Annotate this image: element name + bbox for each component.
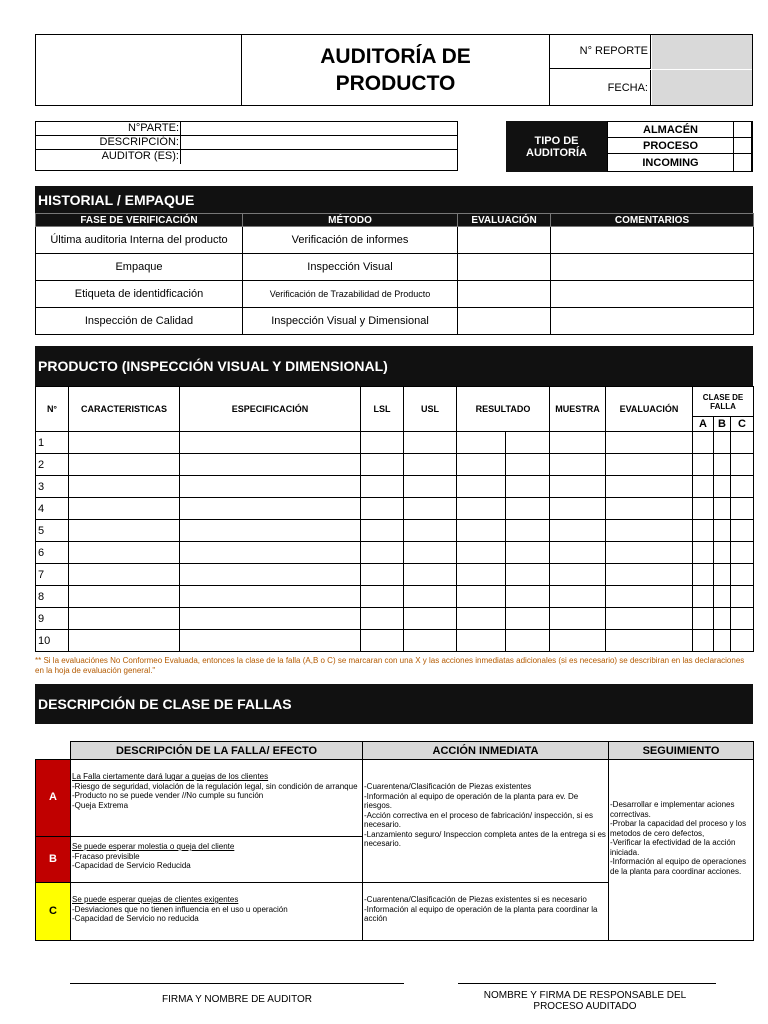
falla-a-heading: La Falla ciertamente dará lugar a quejas de los clientes (72, 772, 269, 781)
page-title (242, 34, 550, 106)
responsable-signature-label (440, 990, 730, 1012)
resultado-cell-1[interactable] (457, 454, 506, 476)
descripcion-label: DESCRIPCIÓN: (99, 136, 179, 148)
resultado-cell-2[interactable] (506, 608, 550, 630)
fase-cell: Inspección de Calidad (36, 308, 243, 335)
tipo-line-2: AUDITORÍA (526, 146, 587, 159)
tipo-almacen-checkbox[interactable] (734, 122, 752, 137)
clase-a-cell[interactable] (693, 498, 714, 520)
lsl-cell[interactable] (361, 564, 404, 586)
usl-cell[interactable] (404, 498, 457, 520)
comentarios-cell[interactable] (551, 227, 754, 254)
resultado-cell-1[interactable] (457, 498, 506, 520)
reporte-field[interactable] (652, 35, 752, 69)
muestra-cell[interactable] (550, 586, 606, 608)
table-row (36, 608, 754, 630)
descripcion-field[interactable] (180, 136, 457, 149)
accion-item: -Información al equipo de operación de la planta para coordinar la acción (364, 904, 598, 923)
clase-b-cell[interactable] (714, 498, 731, 520)
muestra-cell[interactable] (550, 498, 606, 520)
clase-b-cell[interactable] (714, 454, 731, 476)
info-box (35, 121, 458, 171)
tipo-proceso-checkbox[interactable] (734, 138, 752, 153)
table-row (36, 281, 754, 308)
clase-a-cell[interactable] (693, 454, 714, 476)
reporte-label: N° REPORTE (550, 34, 651, 69)
evaluacion-cell[interactable] (606, 630, 693, 652)
falla-a-item: -Queja Extrema (72, 800, 129, 810)
clase-c-cell[interactable] (731, 520, 754, 542)
clase-b-cell[interactable] (714, 520, 731, 542)
responsable-line-2: PROCESO AUDITADO (533, 1001, 637, 1012)
lsl-cell[interactable] (361, 542, 404, 564)
clase-a-cell[interactable] (693, 586, 714, 608)
responsable-signature-line[interactable] (458, 983, 716, 984)
caracteristica-cell[interactable] (69, 608, 180, 630)
resultado-cell-1[interactable] (457, 520, 506, 542)
seguimiento-item: -Probar la capacidad del proceso y los metodos de cero defectos, (610, 819, 747, 838)
col-especificacion: ESPECIFICACIÓN (180, 387, 361, 432)
clase-c-cell[interactable] (731, 586, 754, 608)
col-clase-a: A (693, 417, 714, 432)
clase-b-cell[interactable] (714, 586, 731, 608)
muestra-cell[interactable] (550, 432, 606, 454)
clase-c-cell[interactable] (731, 498, 754, 520)
clase-a-cell[interactable] (693, 564, 714, 586)
clase-c-cell[interactable] (731, 542, 754, 564)
tipo-line-1: TIPO DE (534, 134, 579, 147)
especificacion-cell[interactable] (180, 608, 361, 630)
accion-item: -Acción correctiva en el proceso de fabricación/ inspección, si es necesario. (364, 810, 593, 829)
col-metodo: MÉTODO (243, 214, 458, 227)
lsl-cell[interactable] (361, 476, 404, 498)
muestra-cell[interactable] (550, 476, 606, 498)
lsl-cell[interactable] (361, 630, 404, 652)
falla-c-item: -Capacidad de Servicio no reducida (72, 914, 199, 923)
caracteristica-cell[interactable] (69, 454, 180, 476)
resultado-cell-1[interactable] (457, 432, 506, 454)
falla-c-heading: Se puede esperar quejas de clientes exigentes (72, 895, 239, 904)
clase-b-cell[interactable] (714, 564, 731, 586)
evaluacion-cell[interactable] (606, 432, 693, 454)
resultado-cell-1[interactable] (457, 630, 506, 652)
accion-c (363, 883, 609, 941)
table-row (36, 498, 754, 520)
row-number: 5 (36, 520, 69, 542)
seguimiento (609, 760, 754, 941)
row-number: 8 (36, 586, 69, 608)
clase-c-cell[interactable] (731, 454, 754, 476)
clase-c-cell[interactable] (731, 432, 754, 454)
fallas-title: DESCRIPCIÓN DE CLASE DE FALLAS (35, 684, 753, 724)
usl-cell[interactable] (404, 542, 457, 564)
clase-a-cell[interactable] (693, 630, 714, 652)
usl-cell[interactable] (404, 454, 457, 476)
caracteristica-cell[interactable] (69, 498, 180, 520)
clase-a-cell[interactable] (693, 542, 714, 564)
seguimiento-item: -Información al equipo de operaciones de la planta para coordinar acciones. (610, 857, 747, 876)
clase-b-cell[interactable] (714, 630, 731, 652)
accion-item: -Información al equipo de operación de la planta para ev. De riesgos. (364, 791, 579, 810)
falla-c-item: -Desviaciones que no tienen influencia en el uso u operación (72, 904, 288, 914)
class-b-badge: B (36, 837, 71, 883)
usl-cell[interactable] (404, 630, 457, 652)
col-descripcion: DESCRIPCIÓN DE LA FALLA/ EFECTO (71, 742, 363, 760)
col-fase: FASE DE VERIFICACIÓN (36, 214, 243, 227)
lsl-cell[interactable] (361, 586, 404, 608)
evaluacion-cell[interactable] (606, 520, 693, 542)
lsl-cell[interactable] (361, 608, 404, 630)
falla-b-item: -Capacidad de Servicio Reducida (72, 861, 191, 870)
resultado-cell-2[interactable] (506, 476, 550, 498)
clase-c-cell[interactable] (731, 476, 754, 498)
resultado-cell-2[interactable] (506, 586, 550, 608)
fecha-label: FECHA: (550, 70, 651, 106)
col-resultado: RESULTADO (457, 387, 550, 432)
table-row (36, 454, 754, 476)
lsl-cell[interactable] (361, 498, 404, 520)
falla-a-item: -Riesgo de seguridad, violación de la regulación legal, sin condición de arranque (72, 781, 358, 791)
evaluacion-cell[interactable] (458, 227, 551, 254)
muestra-cell[interactable] (550, 630, 606, 652)
evaluacion-cell[interactable] (458, 308, 551, 335)
resultado-cell-2[interactable] (506, 564, 550, 586)
row-number: 3 (36, 476, 69, 498)
evaluacion-cell[interactable] (606, 586, 693, 608)
especificacion-cell[interactable] (180, 542, 361, 564)
col-clase-b: B (714, 417, 731, 432)
clase-a-cell[interactable] (693, 608, 714, 630)
tipo-proceso-label: PROCESO (608, 138, 734, 153)
evaluacion-cell[interactable] (458, 281, 551, 308)
class-c-badge: C (36, 883, 71, 941)
evaluacion-cell[interactable] (458, 254, 551, 281)
producto-title: PRODUCTO (INSPECCIÓN VISUAL Y DIMENSIONAL) (35, 346, 753, 386)
table-row (36, 227, 754, 254)
fase-cell: Empaque (36, 254, 243, 281)
row-number: 1 (36, 432, 69, 454)
clase-a-cell[interactable] (693, 520, 714, 542)
resultado-cell-2[interactable] (506, 542, 550, 564)
caracteristica-cell[interactable] (69, 564, 180, 586)
clase-a-cell[interactable] (693, 476, 714, 498)
muestra-cell[interactable] (550, 564, 606, 586)
table-row (36, 586, 754, 608)
comentarios-cell[interactable] (551, 281, 754, 308)
col-seguimiento: SEGUIMIENTO (609, 742, 754, 760)
row-number: 10 (36, 630, 69, 652)
clase-b-cell[interactable] (714, 476, 731, 498)
col-caracteristicas: CARACTERISTICAS (69, 387, 180, 432)
producto-note: ** Si la evaluaciónes No Conformeo Evaluada, entonces la clase de la falla (A,B o C) se marcaran con una X y las acciones inmediatas adicionales (si es necesario) se describiran en las declaraciones en la hoja de evaluación general." (35, 656, 745, 675)
col-lsl: LSL (361, 387, 404, 432)
table-row (36, 254, 754, 281)
resultado-cell-2[interactable] (506, 520, 550, 542)
especificacion-cell[interactable] (180, 432, 361, 454)
clase-c-cell[interactable] (731, 564, 754, 586)
auditor-label: AUDITOR (ES): (101, 150, 179, 162)
table-row (36, 432, 754, 454)
col-clase-falla (693, 387, 754, 417)
usl-cell[interactable] (404, 608, 457, 630)
caracteristica-cell[interactable] (69, 476, 180, 498)
table-row (36, 542, 754, 564)
producto-table (35, 386, 754, 652)
especificacion-cell[interactable] (180, 586, 361, 608)
evaluacion-cell[interactable] (606, 454, 693, 476)
fecha-field[interactable] (652, 70, 752, 105)
evaluacion-cell[interactable] (606, 564, 693, 586)
caracteristica-cell[interactable] (69, 586, 180, 608)
clase-b-cell[interactable] (714, 432, 731, 454)
caracteristica-cell[interactable] (69, 542, 180, 564)
lsl-cell[interactable] (361, 454, 404, 476)
row-number: 2 (36, 454, 69, 476)
clase-line-1: CLASE DE (702, 392, 744, 402)
tipo-incoming-checkbox[interactable] (734, 154, 752, 171)
row-number: 6 (36, 542, 69, 564)
muestra-cell[interactable] (550, 608, 606, 630)
tipo-almacen-label: ALMACÉN (608, 122, 734, 137)
resultado-cell-2[interactable] (506, 454, 550, 476)
metodo-cell: Verificación de informes (243, 227, 458, 254)
fallas-table (35, 741, 754, 941)
table-row (36, 476, 754, 498)
especificacion-cell[interactable] (180, 520, 361, 542)
row-number: 4 (36, 498, 69, 520)
accion-item: -Cuarentena/Clasificación de Piezas existentes (364, 782, 532, 791)
col-evaluacion: EVALUACIÓN (458, 214, 551, 227)
accion-item: -Cuarentena/Clasificación de Piezas existentes si es necesario (364, 895, 587, 904)
resultado-cell-1[interactable] (457, 542, 506, 564)
clase-c-cell[interactable] (731, 608, 754, 630)
auditor-field[interactable] (180, 150, 457, 164)
metodo-cell: Inspección Visual (243, 254, 458, 281)
tipo-incoming-label: INCOMING (608, 154, 734, 171)
clase-line-2: FALLA (710, 401, 736, 411)
resultado-cell-2[interactable] (506, 498, 550, 520)
evaluacion-cell[interactable] (606, 542, 693, 564)
falla-a-description (71, 760, 363, 837)
caracteristica-cell[interactable] (69, 630, 180, 652)
title-line-2: PRODUCTO (335, 72, 456, 95)
usl-cell[interactable] (404, 476, 457, 498)
usl-cell[interactable] (404, 586, 457, 608)
row-number: 7 (36, 564, 69, 586)
auditor-signature-line[interactable] (70, 983, 404, 984)
usl-cell[interactable] (404, 520, 457, 542)
especificacion-cell[interactable] (180, 476, 361, 498)
comentarios-cell[interactable] (551, 254, 754, 281)
lsl-cell[interactable] (361, 520, 404, 542)
historial-table (35, 213, 754, 335)
muestra-cell[interactable] (550, 454, 606, 476)
fase-cell: Etiqueta de identidficación (36, 281, 243, 308)
falla-row-a (36, 760, 754, 837)
caracteristica-cell[interactable] (69, 432, 180, 454)
seguimiento-item: -Desarrollar e implementar aciones correctivas. (610, 800, 735, 819)
table-row (36, 564, 754, 586)
especificacion-cell[interactable] (180, 454, 361, 476)
historial-title: HISTORIAL / EMPAQUE (35, 186, 753, 213)
tipo-auditoria-label (506, 121, 607, 172)
accion-item: -Lanzamiento seguro/ Inspeccion completa antes de la entrega si es necesario. (364, 829, 606, 848)
clase-b-cell[interactable] (714, 608, 731, 630)
header-logo-area (35, 34, 242, 106)
clase-a-cell[interactable] (693, 432, 714, 454)
auditor-signature-label: FIRMA Y NOMBRE DE AUDITOR (161, 994, 313, 1005)
row-number: 9 (36, 608, 69, 630)
usl-cell[interactable] (404, 564, 457, 586)
col-n: N° (36, 387, 69, 432)
especificacion-cell[interactable] (180, 630, 361, 652)
falla-b-description (71, 837, 363, 883)
table-row (36, 630, 754, 652)
accion-ab (363, 760, 609, 883)
evaluacion-cell[interactable] (606, 476, 693, 498)
falla-a-item: -Producto no se puede vender //No cumple su función (72, 791, 264, 800)
class-a-badge: A (36, 760, 71, 837)
col-evaluacion: EVALUACIÓN (606, 387, 693, 432)
falla-b-heading: Se puede esperar molestia o queja del cliente (72, 842, 235, 851)
parte-label: N°PARTE: (127, 122, 179, 134)
resultado-cell-1[interactable] (457, 586, 506, 608)
muestra-cell[interactable] (550, 542, 606, 564)
usl-cell[interactable] (404, 432, 457, 454)
tipo-options (607, 121, 753, 172)
resultado-cell-1[interactable] (457, 564, 506, 586)
col-blank (36, 742, 71, 760)
col-accion: ACCIÓN INMEDIATA (363, 742, 609, 760)
especificacion-cell[interactable] (180, 498, 361, 520)
clase-c-cell[interactable] (731, 630, 754, 652)
metodo-cell: Inspección Visual y Dimensional (243, 308, 458, 335)
falla-b-item: -Fracaso previsible (72, 851, 140, 861)
table-row (36, 308, 754, 335)
resultado-cell-2[interactable] (506, 630, 550, 652)
responsable-line-1: NOMBRE Y FIRMA DE RESPONSABLE DEL (483, 990, 687, 1001)
seguimiento-item: -Verificar la efectividad de la acción iniciada. (610, 838, 736, 857)
muestra-cell[interactable] (550, 520, 606, 542)
caracteristica-cell[interactable] (69, 520, 180, 542)
resultado-cell-1[interactable] (457, 476, 506, 498)
title-line-1: AUDITORÍA DE (320, 45, 471, 68)
resultado-cell-2[interactable] (506, 432, 550, 454)
col-muestra: MUESTRA (550, 387, 606, 432)
resultado-cell-1[interactable] (457, 608, 506, 630)
lsl-cell[interactable] (361, 432, 404, 454)
col-usl: USL (404, 387, 457, 432)
especificacion-cell[interactable] (180, 564, 361, 586)
falla-c-description (71, 883, 363, 941)
evaluacion-cell[interactable] (606, 498, 693, 520)
evaluacion-cell[interactable] (606, 608, 693, 630)
col-clase-c: C (731, 417, 754, 432)
metodo-cell: Verificación de Trazabilidad de Producto (243, 281, 458, 308)
table-row (36, 520, 754, 542)
clase-b-cell[interactable] (714, 542, 731, 564)
fase-cell: Última auditoria Interna del producto (36, 227, 243, 254)
col-comentarios: COMENTARIOS (551, 214, 754, 227)
parte-field[interactable] (180, 122, 457, 135)
comentarios-cell[interactable] (551, 308, 754, 335)
